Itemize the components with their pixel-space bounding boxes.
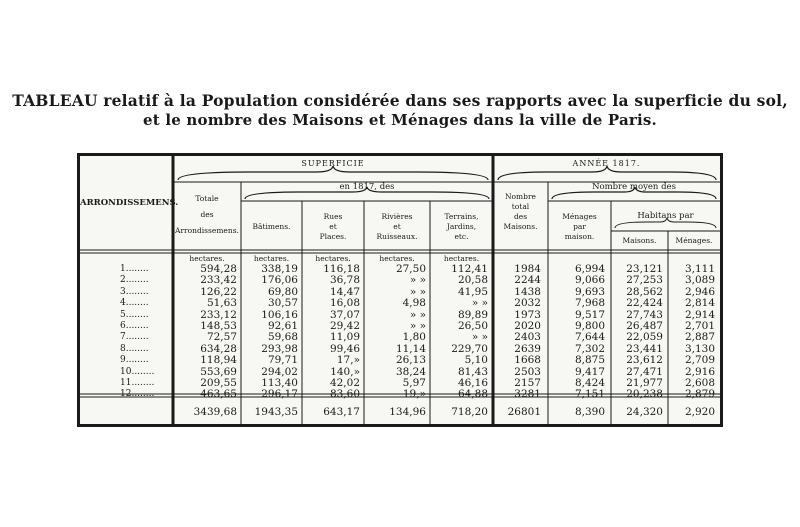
cell-rues: 14,47	[329, 285, 360, 298]
total-maisons: 26801	[507, 406, 541, 418]
cell-terrains: 81,43	[457, 365, 488, 378]
cell-maisons: 1973	[514, 308, 541, 321]
cell-rues: 140,»	[330, 365, 360, 378]
cell-terrains: 46,16	[457, 377, 488, 389]
cell-rivieres: » »	[409, 320, 426, 332]
cell-rivieres: 4,98	[402, 297, 426, 310]
total-habitans-menages: 2,920	[684, 406, 715, 418]
cell-maisons: 1984	[514, 263, 541, 275]
cell-hab-menages: 2,887	[684, 331, 715, 344]
header-rues-et-places: Rues et Places.	[319, 212, 347, 241]
cell-batimens: 293,98	[261, 342, 298, 355]
cell-totale: 233,42	[200, 274, 237, 287]
unit-hectares-rivieres: hectares.	[379, 254, 415, 263]
header-arrondissemens: ARRONDISSEMENS.	[80, 198, 179, 208]
cell-rivieres: » »	[409, 308, 426, 321]
cell-batimens: 30,57	[267, 297, 298, 310]
cell-menages: 9,066	[574, 274, 605, 287]
cell-n: 11........	[120, 378, 155, 388]
cell-terrains: 64,88	[457, 388, 488, 401]
cell-rivieres: 1,80	[402, 331, 426, 344]
cell-maisons: 3281	[514, 388, 541, 401]
cell-maisons: 2639	[514, 342, 541, 355]
header-nombre-moyen-des: Nombre moyen des	[592, 182, 676, 192]
cell-hab-menages: 3,089	[684, 274, 715, 287]
cell-totale: 126,22	[200, 285, 237, 298]
cell-rues: 11,09	[329, 331, 360, 344]
header-terrains-jardins: Terrains, Jardins, etc.	[444, 212, 479, 241]
header-en-1817-des: en 1817, des	[339, 182, 395, 192]
cell-hab-menages: 2,946	[684, 285, 715, 298]
cell-menages: 6,994	[574, 263, 605, 275]
cell-menages: 8,424	[574, 377, 605, 389]
cell-hab-maisons: 28,562	[626, 285, 663, 298]
header-habitans-maisons: Maisons.	[622, 236, 657, 245]
total-menages-par-maison: 8,390	[574, 406, 605, 418]
cell-batimens: 113,40	[261, 377, 298, 389]
cell-n: 7........	[120, 332, 149, 343]
header-rivieres-et-ruisseaux: Rivières et Ruisseaux.	[376, 212, 418, 241]
cell-batimens: 176,06	[261, 274, 298, 287]
cell-maisons: 1438	[514, 285, 541, 298]
cell-hab-maisons: 27,743	[626, 308, 663, 321]
cell-rivieres: 5,97	[402, 377, 426, 389]
unit-hectares-batimens: hectares.	[253, 254, 290, 263]
cell-batimens: 59,68	[267, 331, 298, 344]
cell-terrains: 229,70	[451, 342, 488, 355]
cell-rivieres: 27,50	[395, 263, 426, 275]
cell-hab-maisons: 27,253	[626, 274, 663, 287]
header-menages-par-maison: Ménages par maison.	[562, 212, 597, 241]
total-rues: 643,17	[323, 406, 360, 418]
cell-menages: 7,302	[574, 342, 605, 355]
cell-totale: 594,28	[200, 263, 237, 275]
cell-hab-menages: 3,130	[684, 342, 715, 355]
cell-terrains: 20,58	[457, 274, 488, 287]
cell-batimens: 106,16	[261, 308, 298, 321]
cell-totale: 463,65	[200, 388, 237, 401]
cell-menages: 9,517	[574, 308, 605, 321]
cell-hab-menages: 2,608	[684, 377, 715, 389]
cell-menages: 8,875	[574, 354, 605, 367]
cell-maisons: 2020	[514, 320, 541, 332]
cell-hab-maisons: 23,121	[626, 263, 663, 275]
cell-hab-maisons: 23,612	[626, 354, 663, 367]
cell-rivieres: 11,14	[395, 342, 426, 355]
cell-hab-maisons: 22,424	[626, 297, 663, 310]
cell-maisons: 2244	[514, 274, 541, 287]
cell-totale: 118,94	[200, 354, 237, 367]
cell-rues: 116,18	[323, 263, 360, 275]
cell-hab-maisons: 20,238	[626, 388, 663, 401]
cell-hab-maisons: 27,471	[626, 365, 663, 378]
cell-rues: 17,»	[336, 354, 360, 367]
cell-maisons: 2157	[514, 377, 541, 389]
cell-maisons: 1668	[514, 354, 541, 367]
header-superficie: SUPERFICIE	[301, 159, 365, 168]
cell-totale: 553,69	[200, 365, 237, 378]
cell-menages: 9,693	[574, 285, 605, 298]
cell-rivieres: » »	[409, 285, 426, 298]
cell-batimens: 294,02	[261, 365, 298, 378]
unit-hectares-rues: hectares.	[315, 254, 351, 263]
cell-n: 3........	[120, 286, 149, 297]
cell-batimens: 296,17	[261, 388, 298, 401]
cell-n: 5........	[120, 309, 149, 320]
header-batimens: Bâtimens.	[252, 222, 291, 231]
cell-menages: 7,151	[574, 388, 605, 401]
cell-n: 2........	[120, 275, 149, 286]
total-terrains: 718,20	[451, 406, 488, 418]
cell-maisons: 2403	[514, 331, 541, 344]
cell-hab-menages: 2,701	[684, 320, 715, 332]
cell-n: 12........	[120, 389, 155, 400]
cell-rues: 83,60	[329, 388, 360, 401]
cell-terrains: 26,50	[457, 320, 488, 332]
cell-hab-maisons: 22,059	[626, 331, 663, 344]
cell-hab-menages: 2,879	[684, 388, 715, 401]
cell-rues: 36,78	[329, 274, 360, 287]
cell-n: 8........	[120, 343, 149, 354]
cell-n: 1........	[120, 264, 149, 274]
cell-menages: 9,800	[574, 320, 605, 332]
cell-totale: 51,63	[206, 297, 237, 310]
cell-batimens: 69,80	[267, 285, 298, 298]
table-title-line-2: et le nombre des Maisons et Ménages dans la ville de Paris.	[143, 111, 657, 129]
total-batimens: 1943,35	[254, 406, 298, 418]
cell-rues: 37,07	[329, 308, 360, 321]
cell-rivieres: 26,13	[395, 354, 426, 367]
cell-rivieres: 19,»	[402, 388, 426, 401]
cell-totale: 634,28	[200, 342, 237, 355]
total-totale: 3439,68	[193, 406, 237, 418]
cell-hab-maisons: 23,441	[626, 342, 663, 355]
cell-rues: 99,46	[329, 342, 360, 355]
cell-hab-menages: 3,111	[684, 263, 715, 275]
cell-totale: 148,53	[200, 320, 237, 332]
cell-terrains: 112,41	[451, 263, 488, 275]
cell-hab-menages: 2,814	[684, 297, 715, 310]
cell-hab-menages: 2,709	[684, 354, 715, 367]
cell-hab-maisons: 21,977	[626, 377, 663, 389]
total-habitans-maisons: 24,320	[626, 406, 663, 418]
cell-batimens: 338,19	[261, 263, 298, 275]
cell-menages: 7,968	[574, 297, 605, 310]
cell-totale: 72,57	[206, 331, 237, 344]
header-nombre-total-des-maisons: Nombre total des Maisons.	[503, 192, 538, 231]
cell-rivieres: » »	[409, 274, 426, 287]
cell-rues: 16,08	[329, 297, 360, 310]
header-habitans-par: Habitans par	[637, 211, 694, 221]
cell-n: 6........	[120, 321, 149, 331]
cell-batimens: 79,71	[267, 354, 298, 367]
cell-n: 9........	[120, 355, 149, 366]
cell-rivieres: 38,24	[395, 365, 426, 378]
unit-hectares-totale: hectares.	[189, 254, 225, 263]
cell-menages: 7,644	[574, 331, 605, 344]
header-totale: Totale des Arrondissemens.	[175, 194, 239, 235]
cell-maisons: 2503	[514, 365, 541, 378]
cell-terrains: » »	[471, 331, 488, 344]
population-table	[77, 153, 723, 427]
cell-n: 10........	[120, 366, 155, 377]
cell-rues: 29,42	[329, 320, 360, 332]
table-title-line-1: TABLEAU relatif à la Population considérée dans ses rapports avec la superficie du sol,	[12, 91, 788, 110]
cell-batimens: 92,61	[267, 320, 298, 332]
cell-hab-maisons: 26,487	[626, 320, 663, 332]
header-habitans-menages: Ménages.	[675, 236, 713, 245]
cell-terrains: » »	[471, 297, 488, 310]
cell-terrains: 41,95	[457, 285, 488, 298]
total-rivieres: 134,96	[389, 406, 426, 418]
cell-terrains: 5,10	[464, 354, 488, 367]
unit-hectares-terrains: hectares.	[443, 254, 480, 263]
cell-menages: 9,417	[574, 365, 605, 378]
cell-totale: 233,12	[200, 308, 237, 321]
cell-maisons: 2032	[514, 297, 541, 310]
cell-hab-menages: 2,914	[684, 308, 715, 321]
cell-n: 4........	[120, 298, 149, 309]
cell-rues: 42,02	[329, 377, 360, 389]
header-annee-1817: ANNÉE 1817.	[572, 159, 641, 168]
cell-hab-menages: 2,916	[684, 365, 715, 378]
cell-terrains: 89,89	[457, 308, 488, 321]
cell-totale: 209,55	[200, 377, 237, 389]
